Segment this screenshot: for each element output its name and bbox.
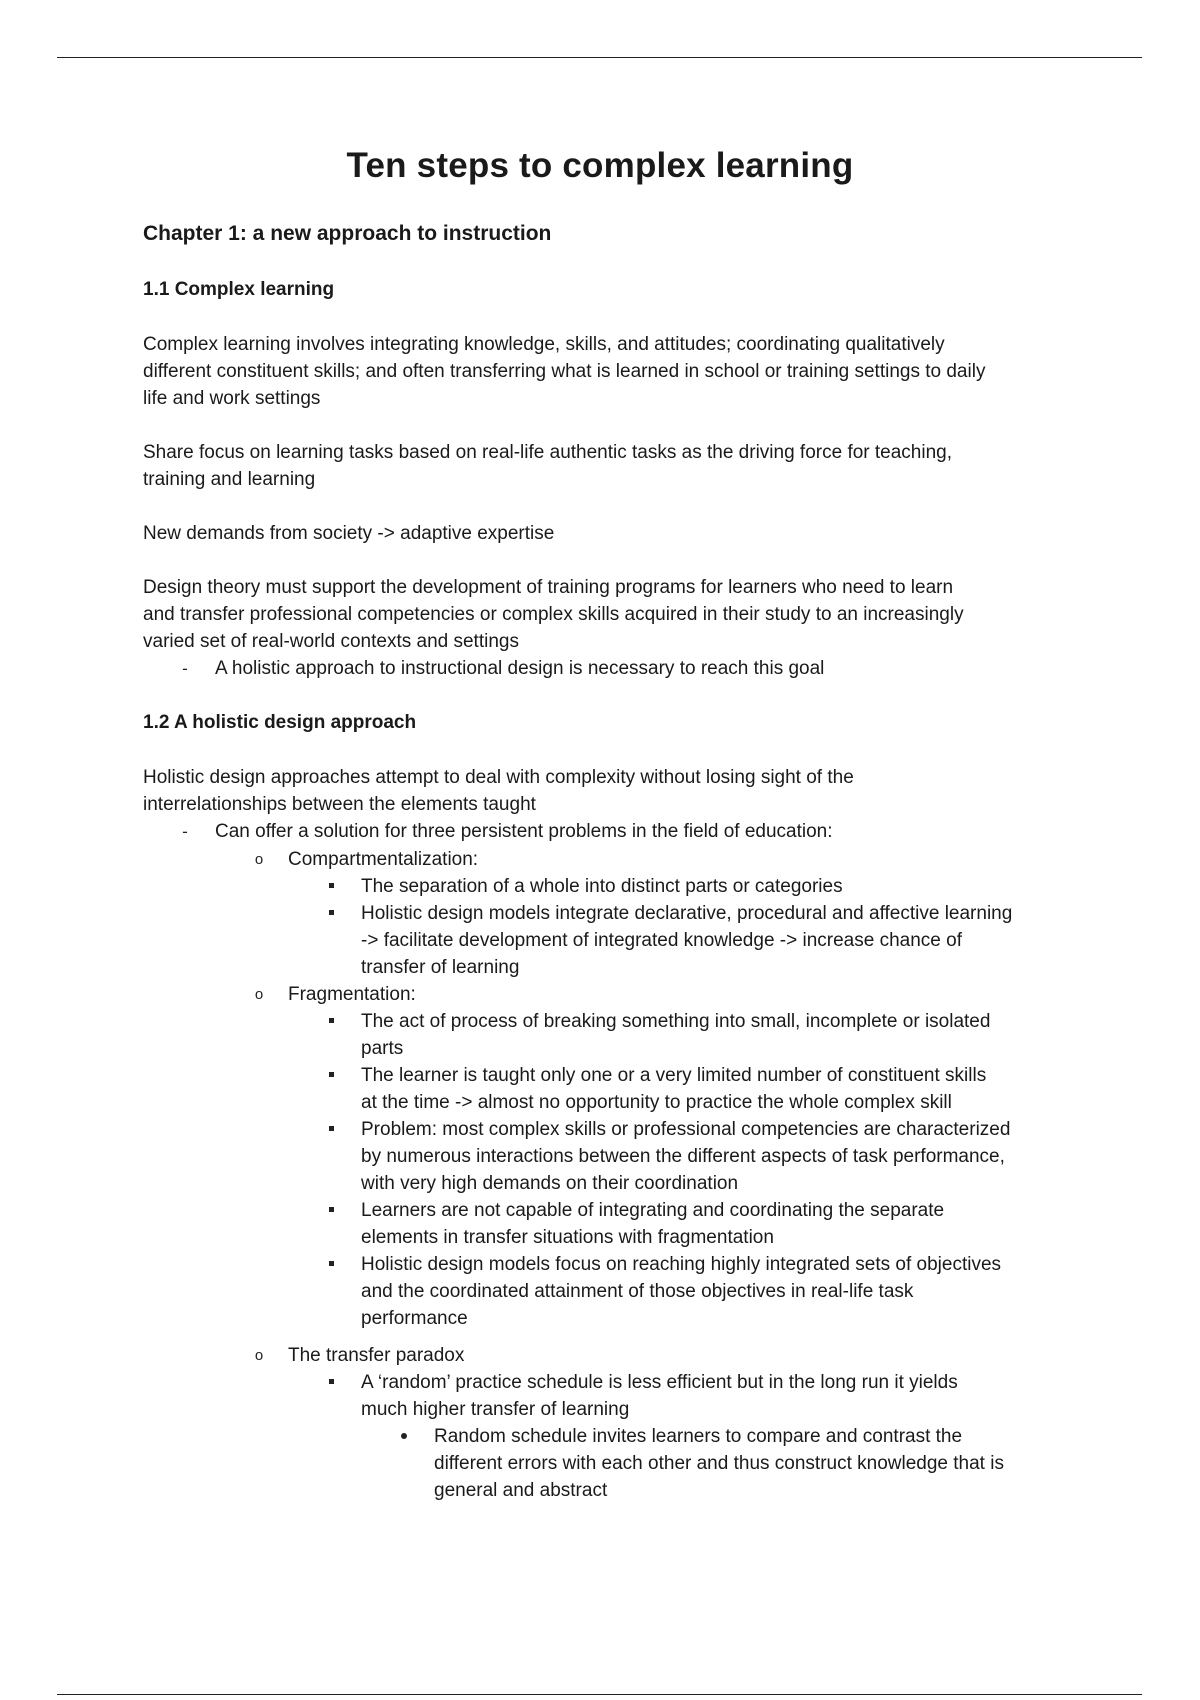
paragraph-line: New demands from society -> adaptive expertise [143, 523, 555, 544]
header-rule [57, 57, 1142, 58]
paragraph-line: different constituent skills; and often transferring what is learned in school or training settings to daily [143, 361, 986, 382]
paragraph-line: and transfer professional competencies or complex skills acquired in their study to an increasingly [143, 604, 964, 625]
bullet-text: A holistic approach to instructional design is necessary to reach this goal [215, 658, 825, 679]
circle-bullet-icon: o [254, 851, 264, 868]
item-text: Learners are not capable of integrating and coordinating the separate [361, 1200, 945, 1221]
item-text: much higher transfer of learning [361, 1399, 630, 1420]
item-text: Problem: most complex skills or professional competencies are characterized [361, 1119, 1011, 1140]
paragraph-line: varied set of real-world contexts and settings [143, 631, 519, 652]
item-text: Random schedule invites learners to compare and contrast the [434, 1426, 963, 1447]
item-text: elements in transfer situations with fragmentation [361, 1227, 774, 1248]
item-text: different errors with each other and thus construct knowledge that is [434, 1453, 1004, 1474]
dash-bullet-icon: - [182, 659, 188, 678]
chapter-heading: Chapter 1: a new approach to instruction [143, 222, 552, 245]
item-text: with very high demands on their coordination [361, 1173, 739, 1194]
subbullet-label: Fragmentation: [288, 984, 416, 1005]
item-text: general and abstract [434, 1480, 608, 1501]
item-text: parts [361, 1038, 404, 1059]
item-text: The separation of a whole into distinct parts or categories [361, 876, 843, 897]
item-text: transfer of learning [361, 957, 520, 978]
paragraph-line: Holistic design approaches attempt to deal with complexity without losing sight of the [143, 767, 854, 788]
section-heading-1-2: 1.2 A holistic design approach [143, 712, 417, 733]
footer-rule [57, 1694, 1142, 1695]
item-text: at the time -> almost no opportunity to practice the whole complex skill [361, 1092, 952, 1113]
square-bullet-icon [326, 873, 336, 900]
item-text: -> facilitate development of integrated knowledge -> increase chance of [361, 930, 962, 951]
item-text: A ‘random’ practice schedule is less efficient but in the long run it yields [361, 1372, 958, 1393]
circle-bullet-icon: o [254, 986, 264, 1003]
paragraph-line: training and learning [143, 469, 316, 490]
square-bullet-icon [326, 900, 336, 927]
subbullet-label: Compartmentalization: [288, 849, 479, 870]
subbullet-label: The transfer paradox [288, 1345, 465, 1366]
paragraph-line: Share focus on learning tasks based on real-life authentic tasks as the driving force for teaching, [143, 442, 953, 463]
item-text: The act of process of breaking something into small, incomplete or isolated [361, 1011, 991, 1032]
item-text: performance [361, 1308, 468, 1329]
square-bullet-icon [326, 1251, 336, 1278]
paragraph-line: Complex learning involves integrating knowledge, skills, and attitudes; coordinating qualitatively [143, 334, 945, 355]
square-bullet-icon [326, 1062, 336, 1089]
square-bullet-icon [326, 1369, 336, 1396]
item-text: and the coordinated attainment of those objectives in real-life task [361, 1281, 914, 1302]
circle-bullet-icon: o [254, 1347, 264, 1364]
paragraph-line: Design theory must support the development of training programs for learners who need to learn [143, 577, 954, 598]
paragraph-line: life and work settings [143, 388, 321, 409]
document-title: Ten steps to complex learning [346, 146, 854, 185]
section-heading-1-1: 1.1 Complex learning [143, 279, 335, 300]
item-text: Holistic design models focus on reaching highly integrated sets of objectives [361, 1254, 1002, 1275]
square-bullet-icon [326, 1197, 336, 1224]
item-text: The learner is taught only one or a very limited number of constituent skills [361, 1065, 987, 1086]
dot-bullet-icon [399, 1423, 409, 1450]
item-text: Holistic design models integrate declarative, procedural and affective learning [361, 903, 1013, 924]
item-text: by numerous interactions between the different aspects of task performance, [361, 1146, 1005, 1167]
dash-bullet-icon: - [182, 822, 188, 841]
square-bullet-icon [326, 1008, 336, 1035]
paragraph-line: interrelationships between the elements taught [143, 794, 536, 815]
square-bullet-icon [326, 1116, 336, 1143]
bullet-text: Can offer a solution for three persistent problems in the field of education: [215, 821, 833, 842]
